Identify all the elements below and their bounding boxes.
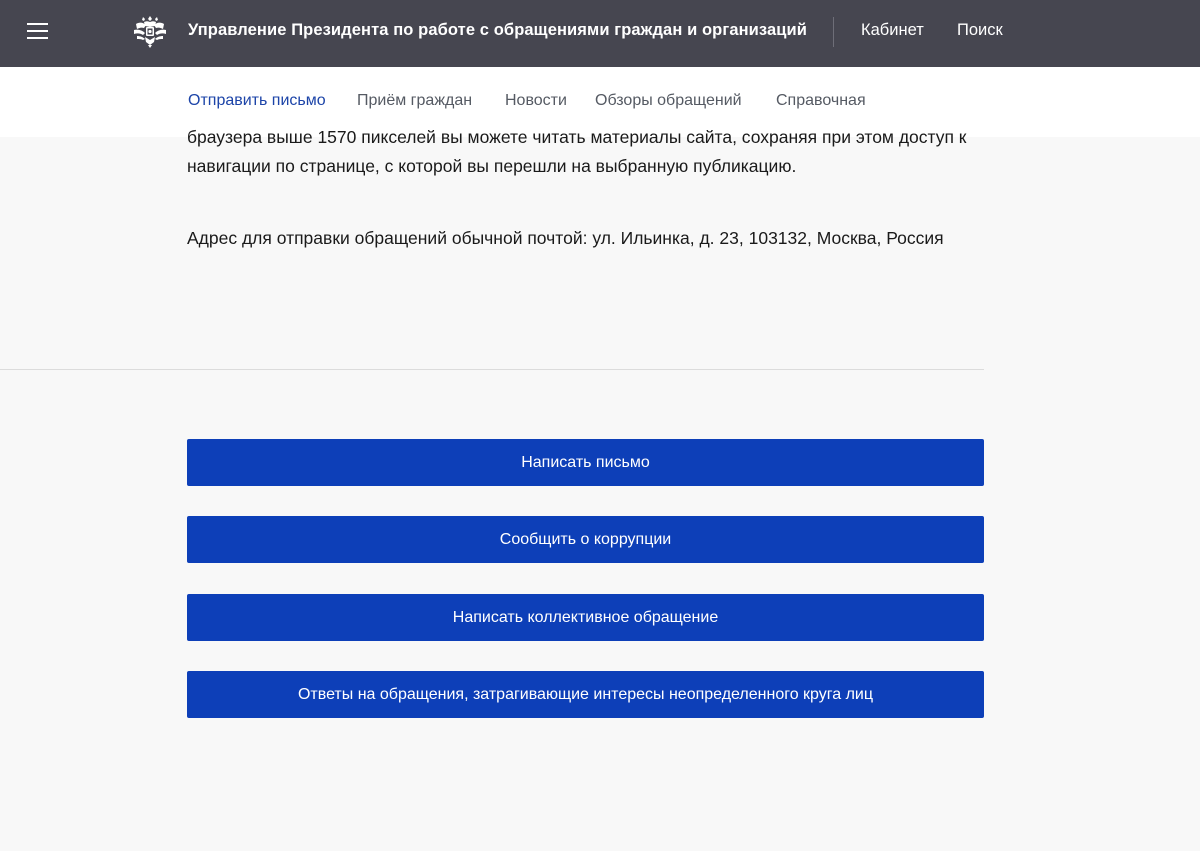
info-paragraph: браузера выше 1570 пикселей вы можете читать материалы сайта, сохраняя при этом доступ к навигации по странице, с которой вы перешли на выбранную публикацию. — [187, 127, 967, 176]
nav-item-news[interactable]: Новости — [505, 92, 567, 109]
public-answers-button[interactable]: Ответы на обращения, затрагивающие интересы неопределенного круга лиц — [187, 671, 984, 718]
nav-item-reception[interactable]: Приём граждан — [357, 92, 473, 109]
nav-item-reviews[interactable]: Обзоры обращений — [595, 92, 742, 109]
top-header — [0, 0, 1200, 67]
site-title[interactable]: Управление Президента по работе с обращениями граждан и организаций — [188, 21, 808, 39]
collective-appeal-button[interactable]: Написать коллективное обращение — [187, 594, 984, 641]
search-link[interactable]: Поиск — [957, 21, 1003, 39]
report-corruption-button[interactable]: Сообщить о коррупции — [187, 516, 984, 563]
section-divider — [0, 369, 984, 370]
nav-item-send-letter[interactable]: Отправить письмо — [188, 92, 326, 109]
cabinet-link[interactable]: Кабинет — [861, 21, 924, 39]
nav-item-reference[interactable]: Справочная — [776, 92, 866, 109]
emblem-icon[interactable] — [132, 12, 168, 50]
postal-address: Адрес для отправки обращений обычной почтой: ул. Ильинка, д. 23, 103132, Москва, Россия — [187, 228, 944, 248]
header-divider — [833, 17, 834, 47]
write-letter-button[interactable]: Написать письмо — [187, 439, 984, 486]
hamburger-menu-icon[interactable] — [27, 21, 48, 41]
